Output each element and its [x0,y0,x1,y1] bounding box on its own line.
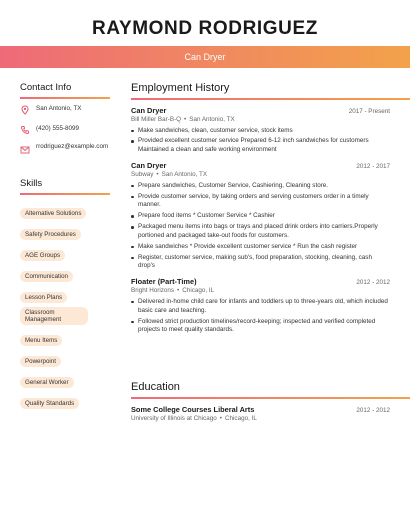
email-text[interactable]: rrodriguez@example.com [36,142,109,150]
skill-tag: General Worker [20,377,74,388]
contact-section [20,82,110,151]
skill-tag: Safety Procedures [20,229,81,240]
job-bullets [131,127,390,155]
job-dates: 2017 - Present [348,107,390,115]
contact-location [20,105,110,113]
job-entry [131,277,390,335]
job-company: Subway [131,170,154,178]
employment-section [131,82,390,337]
job-entry [131,161,390,271]
education-title: Education [131,381,180,393]
list-item: Provided excellent customer service Prepared 6-12 inch sandwiches for customers Maintained a clean and safe working environment [131,137,390,154]
job-company-line: Bright Horizons • Chicago, IL [131,286,215,294]
employment-title: Employment History [131,82,230,94]
job-title: Can Dryer [131,160,167,170]
list-item: Make sandwiches, clean, customer service, stock items [131,127,390,136]
contact-divider [20,97,110,99]
phone-text: (420) 555-8099 [36,124,80,132]
job-location: San Antonio, TX [161,170,208,178]
skill-tag: AGE Groups [20,250,65,261]
skills-list [20,202,110,413]
education-divider [131,397,410,399]
degree-title: Some College Courses Liberal Arts [131,404,255,414]
candidate-name: RAYMOND RODRIGUEZ [92,18,318,39]
contact-email [20,143,110,151]
job-company-line: Subway • San Antonio, TX [131,170,208,178]
skills-title: Skills [20,178,43,189]
skill-tag: Classroom Management [20,307,88,325]
skill-tag: Lesson Plans [20,292,67,303]
job-title: Floater (Part-Time) [131,276,197,286]
contact-phone [20,125,110,133]
school-line: University of Illinois at Chicago • Chicago, IL [131,414,257,422]
phone-icon [20,125,30,135]
job-company-line: Bill Miller Bar-B-Q • San Antonio, TX [131,115,235,123]
job-bullets [131,182,390,271]
education-section [131,381,390,422]
list-item: Provide customer service, by taking orders and serving customers order in a timely manner. [131,193,390,210]
skill-tag: Powerpoint [20,356,61,367]
skills-divider [20,193,110,195]
job-title: Can Dryer [131,105,167,115]
list-item: Packaged menu items into bags or trays and placed drink orders into carriers.Properly portioned and packaged take-out foods for customers. [131,223,390,240]
school-location: Chicago, IL [224,414,257,422]
skill-tag: Communication [20,271,73,282]
education-dates: 2012 - 2012 [356,406,390,414]
list-item: Delivered in-home child care for infants and toddlers up to three-years old, which included basic care and teaching. [131,298,390,315]
job-location: San Antonio, TX [189,115,235,123]
education-entry [131,405,390,422]
job-company: Bill Miller Bar-B-Q [131,115,182,123]
skill-tag: Quality Standards [20,398,79,409]
job-title-banner: Can Dryer [0,46,410,68]
skills-section [20,178,110,413]
job-dates: 2012 - 2017 [356,162,390,170]
skill-tag: Menu Items [20,335,62,346]
list-item: Prepare sandwiches, Customer Service, Cashiering, Cleaning store. [131,182,390,191]
list-item: Make sandwiches * Provide excellent customer service * Run the cash register [131,243,390,252]
map-pin-icon [20,105,30,115]
list-item: Register, customer service, making sub's, food preparation, stocking, cleaning, cash drop's [131,254,390,271]
location-text: San Antonio, TX [36,104,82,112]
skill-tag: Alternative Solutions [20,208,86,219]
mail-icon [20,145,30,155]
job-location: Chicago, IL [182,286,215,294]
contact-title: Contact Info [20,82,72,93]
job-entry [131,106,390,155]
job-dates: 2012 - 2012 [356,278,390,286]
school-name: University of Illinois at Chicago [131,414,217,422]
list-item: Followed strict production timelines/record-keeping; inspected and verified completed projects to meet quality standards. [131,318,390,335]
list-item: Prepare food items * Customer Service * Cashier [131,212,390,221]
job-bullets [131,298,390,335]
employment-divider [131,98,410,100]
job-company: Bright Horizons [131,286,175,294]
